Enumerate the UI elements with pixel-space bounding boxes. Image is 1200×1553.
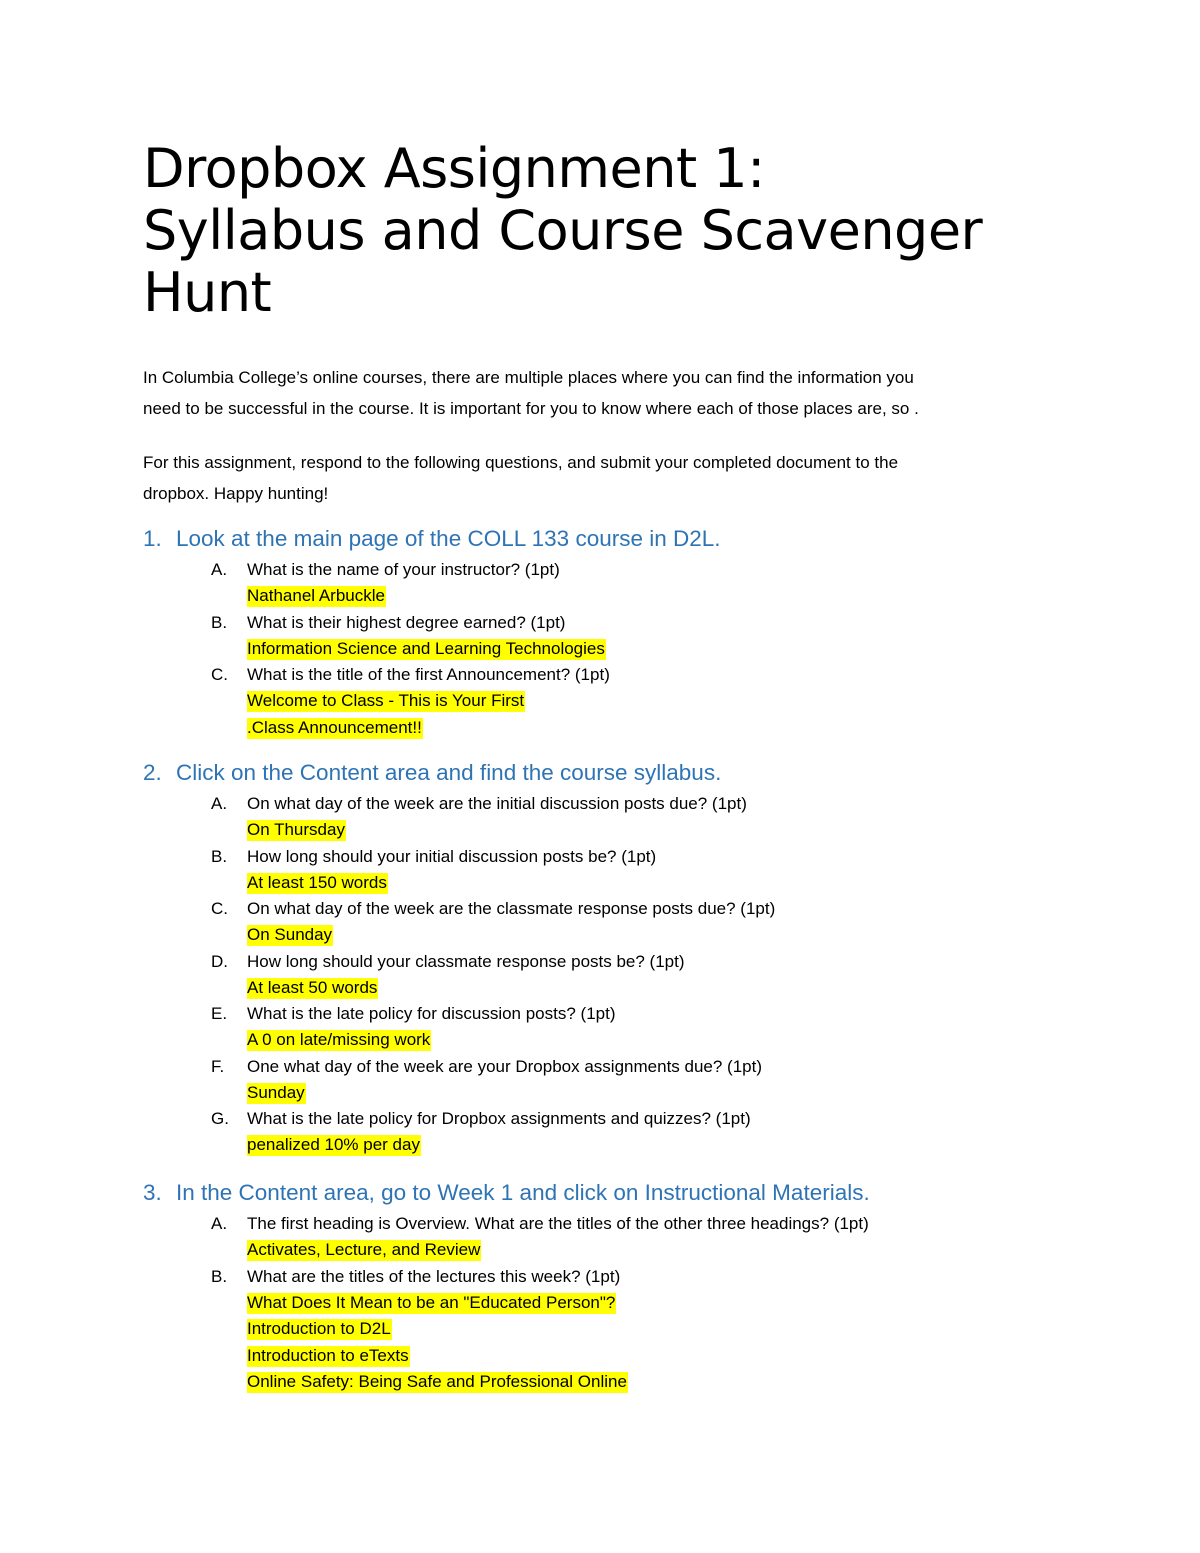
answer-line — [247, 922, 1103, 949]
highlighted-answer: Online Safety: Being Safe and Professional Online — [247, 1372, 627, 1391]
section-number: 3. — [143, 1180, 162, 1205]
instructions-paragraph — [143, 447, 1063, 509]
highlighted-answer: What Does It Mean to be an "Educated Person"? — [247, 1292, 616, 1312]
question-section — [143, 1175, 1103, 1396]
answer-line — [247, 817, 1103, 844]
answer-line — [247, 975, 1103, 1002]
question-letter: C. — [211, 899, 228, 918]
question-item — [143, 1054, 1103, 1107]
highlighted-answer: A 0 on late/missing work — [247, 1030, 431, 1049]
question-items — [143, 1211, 1103, 1396]
highlighted-answer: At least 50 words — [247, 977, 378, 997]
highlighted-answer: Nathanel Arbuckle — [247, 586, 385, 605]
section-heading — [143, 755, 1103, 791]
question-text: What is their highest degree earned? (1pt) — [247, 612, 566, 632]
question-letter: C. — [211, 665, 228, 684]
question-text: What is the name of your instructor? (1pt) — [247, 560, 560, 579]
highlighted-answer: Information Science and Learning Technologies — [247, 638, 605, 658]
question-text: What is the late policy for discussion posts? (1pt) — [247, 1004, 616, 1023]
highlighted-answer: Activates, Lecture, and Review — [247, 1240, 481, 1259]
question-letter: B. — [211, 1266, 228, 1286]
highlighted-answer: .Class Announcement!! — [247, 717, 422, 737]
question-text: The first heading is Overview. What are the titles of the other three headings? (1pt) — [247, 1214, 869, 1233]
answer-line — [247, 870, 1103, 897]
highlighted-answer: Introduction to D2L — [247, 1319, 391, 1338]
question-letter: E. — [211, 1004, 228, 1023]
answer-line — [247, 1290, 1103, 1317]
answer-line — [247, 1316, 1103, 1343]
question-text: What is the late policy for Dropbox assignments and quizzes? (1pt) — [247, 1109, 751, 1128]
question-text: On what day of the week are the classmate response posts due? (1pt) — [247, 899, 776, 918]
question-text: What is the title of the first Announcement? (1pt) — [247, 665, 610, 684]
section-heading-text: Look at the main page of the COLL 133 course in D2L. — [176, 526, 721, 551]
question-items — [143, 557, 1103, 741]
question-section — [143, 521, 1103, 741]
intro-paragraph — [143, 362, 1063, 424]
highlighted-answer: penalized 10% per day — [247, 1135, 420, 1154]
question-letter: B. — [211, 612, 228, 632]
question-text: How long should your classmate response posts be? (1pt) — [247, 951, 685, 971]
answer-line — [247, 688, 1103, 715]
instructions-line: For this assignment, respond to the following questions, and submit your completed document to the — [143, 453, 899, 472]
answer-line — [247, 715, 1103, 742]
question-item — [143, 610, 1103, 663]
section-heading-text: Click on the Content area and find the course syllabus. — [176, 760, 722, 785]
question-item — [143, 557, 1103, 610]
highlighted-answer: At least 150 words — [247, 872, 387, 892]
highlighted-answer: Introduction to eTexts — [247, 1345, 409, 1365]
question-item — [143, 949, 1103, 1002]
question-item — [143, 844, 1103, 897]
question-letter: A. — [211, 560, 228, 579]
question-letter: A. — [211, 794, 228, 813]
highlighted-answer: Sunday — [247, 1082, 305, 1102]
question-item — [143, 896, 1103, 949]
answer-line — [247, 1027, 1103, 1054]
question-section — [143, 755, 1103, 1159]
question-letter: G. — [211, 1109, 229, 1128]
question-item — [143, 1001, 1103, 1054]
question-item — [143, 662, 1103, 741]
question-letter: F. — [211, 1056, 225, 1076]
highlighted-answer: Welcome to Class - This is Your First — [247, 691, 525, 710]
question-item — [143, 1106, 1103, 1159]
section-number: 2. — [143, 760, 162, 785]
answer-line — [247, 583, 1103, 610]
answer-line — [247, 1369, 1103, 1396]
question-item — [143, 1264, 1103, 1396]
intro-line: need to be successful in the course. It is important for you to know where each of those places are, so . — [143, 399, 919, 418]
title-line: Dropbox Assignment 1: — [143, 137, 765, 200]
answer-line — [247, 1343, 1103, 1370]
question-items — [143, 791, 1103, 1159]
title-line: Syllabus and Course Scavenger — [143, 199, 983, 262]
answer-line — [247, 1237, 1103, 1264]
question-item — [143, 791, 1103, 844]
question-text: One what day of the week are your Dropbox assignments due? (1pt) — [247, 1056, 763, 1076]
intro-line: In Columbia College’s online courses, there are multiple places where you can find the information you — [143, 368, 914, 387]
question-item — [143, 1211, 1103, 1264]
answer-line — [247, 1080, 1103, 1107]
answer-line — [247, 1132, 1103, 1159]
section-heading-text: In the Content area, go to Week 1 and click on Instructional Materials. — [176, 1180, 870, 1205]
question-letter: B. — [211, 846, 228, 866]
section-number: 1. — [143, 526, 162, 551]
question-letter: A. — [211, 1214, 228, 1233]
section-heading — [143, 521, 1103, 557]
instructions-line: dropbox. Happy hunting! — [143, 484, 329, 503]
question-text: What are the titles of the lectures this week? (1pt) — [247, 1266, 621, 1286]
question-text: How long should your initial discussion posts be? (1pt) — [247, 846, 657, 866]
question-letter: D. — [211, 951, 228, 971]
answer-line — [247, 636, 1103, 663]
page-title — [143, 138, 982, 324]
title-line: Hunt — [143, 261, 272, 324]
section-heading — [143, 1175, 1103, 1211]
highlighted-answer: On Thursday — [247, 820, 345, 839]
highlighted-answer: On Sunday — [247, 925, 333, 944]
question-text: On what day of the week are the initial discussion posts due? (1pt) — [247, 794, 747, 813]
